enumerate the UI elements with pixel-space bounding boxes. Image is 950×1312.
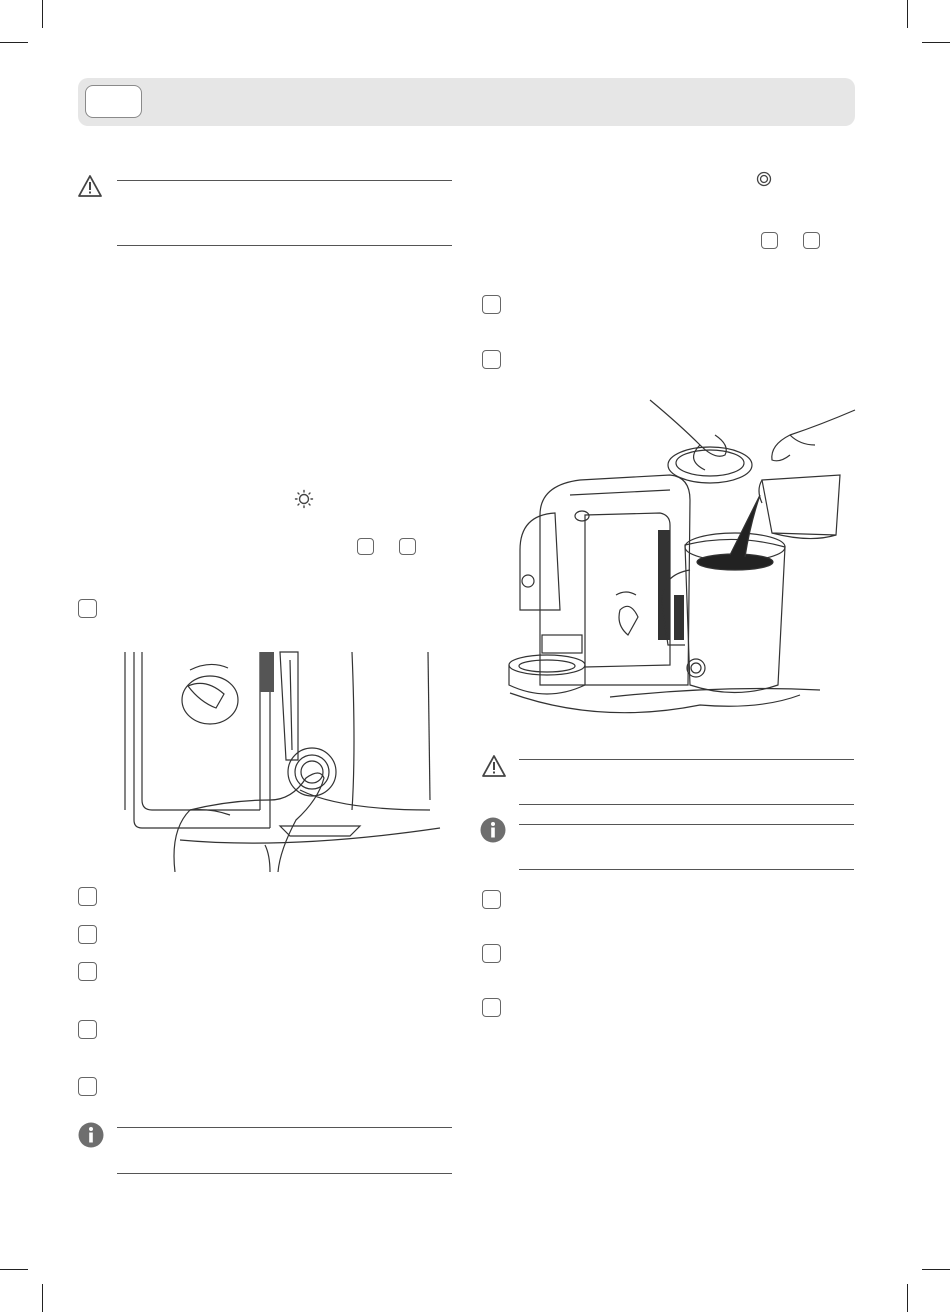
- warning-top-rule: [117, 180, 452, 181]
- step-box: [803, 232, 820, 249]
- step-box: [78, 599, 97, 618]
- step-box: [482, 944, 501, 963]
- section-header-tab: [85, 85, 142, 118]
- step-box: [399, 538, 416, 555]
- step-box: [482, 295, 501, 314]
- step-box: [78, 925, 97, 944]
- warning-bottom-rule: [519, 804, 854, 805]
- crop-mark: [907, 0, 908, 28]
- milk-frother-illustration: [500, 385, 860, 720]
- step-box: [78, 962, 97, 981]
- crop-mark: [922, 42, 950, 43]
- section-header-bar: [78, 78, 855, 126]
- step-box: [78, 1077, 97, 1096]
- step-box: [482, 998, 501, 1017]
- info-circle-icon: [480, 817, 506, 843]
- info-top-rule: [519, 824, 854, 825]
- info-bottom-rule: [519, 869, 854, 870]
- step-box: [482, 890, 501, 909]
- step-box: [761, 232, 778, 249]
- crop-mark: [42, 0, 43, 28]
- crop-mark: [0, 42, 28, 43]
- step-box: [78, 1020, 97, 1039]
- info-top-rule: [117, 1127, 452, 1128]
- crop-mark: [907, 1284, 908, 1312]
- button-press-illustration: [120, 650, 455, 872]
- step-box: [482, 350, 501, 369]
- crop-mark: [922, 1269, 950, 1270]
- step-box: [78, 887, 97, 906]
- warning-triangle-icon: [77, 174, 103, 198]
- info-bottom-rule: [117, 1173, 452, 1174]
- ring-button-icon: [756, 171, 772, 187]
- sun-icon: [294, 489, 314, 509]
- warning-bottom-rule: [117, 245, 452, 246]
- warning-top-rule: [519, 759, 854, 760]
- info-circle-icon: [78, 1122, 104, 1148]
- crop-mark: [0, 1269, 28, 1270]
- crop-mark: [42, 1284, 43, 1312]
- warning-triangle-icon: [481, 754, 507, 778]
- step-box: [357, 538, 374, 555]
